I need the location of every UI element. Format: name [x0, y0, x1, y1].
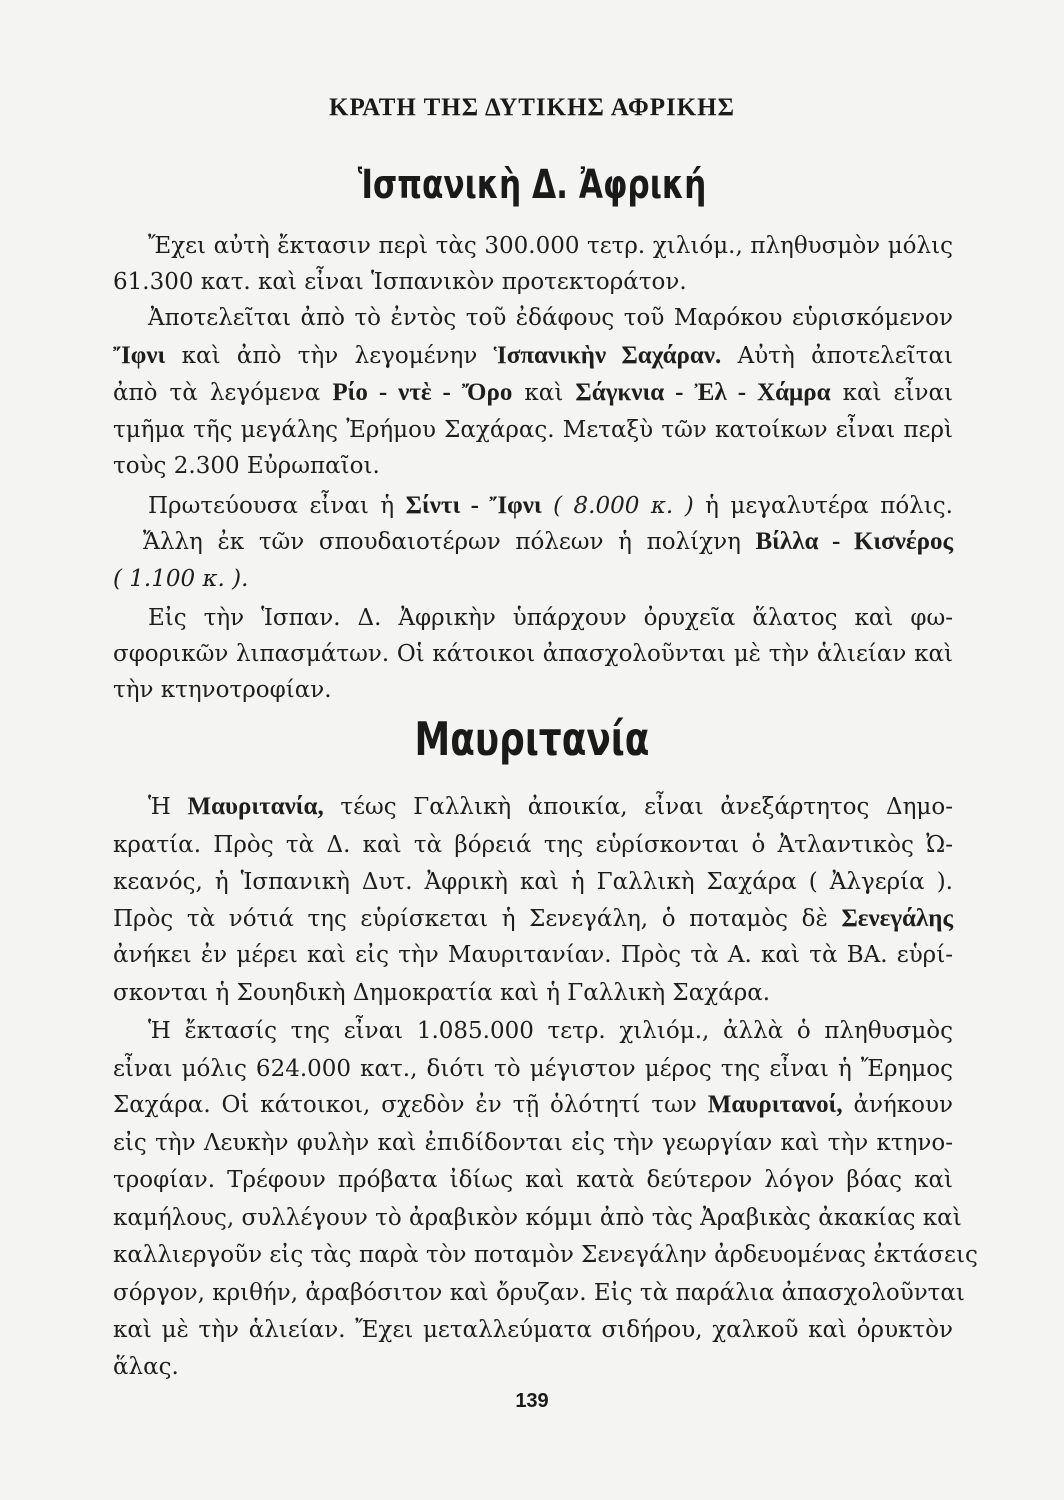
paragraph-line: σόργον, κριθήν, ἀραβόσιτον καὶ ὄρυζαν. Εἰς τὰ παράλια ἀπασχολοῦνται — [113, 1280, 965, 1306]
paragraph-line: Εἰς τὴν Ἱσπαν. Δ. Ἀφρικὴν ὑπάρχουν ὀρυχεῖα ἅλατος καὶ φω- — [148, 605, 953, 631]
paragraph-line: Ἡ Μαυριτανία, τέως Γαλλικὴ ἀποικία, εἶναι ἀνεξάρτητος Δημο- — [148, 793, 953, 820]
paragraph-line: Πρὸς τὰ νότιά της εὑρίσκεται ἡ Σενεγάλη, ὁ ποταμὸς δὲ Σενεγάλης — [113, 905, 953, 932]
paragraph-line: τοὺς 2.300 Εὐρωπαῖοι. — [113, 453, 380, 479]
paragraph-line: Σαχάρα. Οἱ κάτοικοι, σχεδὸν ἐν τῇ ὁλότητί των Μαυριτανοί, ἀνήκουν — [113, 1091, 953, 1118]
paragraph-line: σφορικῶν λιπασμάτων. Οἱ κάτοικοι ἀπασχολοῦνται μὲ τὴν ἁλιείαν καὶ — [113, 641, 953, 667]
paragraph-line: σκονται ἡ Σουηδικὴ Δημοκρατία καὶ ἡ Γαλλικὴ Σαχάρα. — [113, 980, 771, 1006]
paragraph-line: ἀνήκει ἐν μέρει καὶ εἰς τὴν Μαυριτανίαν. Πρὸς τὰ Α. καὶ τὰ ΒΑ. εὑρί- — [113, 942, 953, 968]
paragraph-line: τμῆμα τῆς μεγάλης Ἐρήμου Σαχάρας. Μεταξὺ τῶν κατοίκων εἶναι περὶ — [113, 417, 953, 443]
paragraph-line: καὶ μὲ τὴν ἁλιείαν. Ἔχει μεταλλεύματα σιδήρου, χαλκοῦ καὶ ὀρυκτὸν — [113, 1317, 953, 1343]
paragraph-line: κεανός, ἡ Ἱσπανικὴ Δυτ. Ἀφρικὴ καὶ ἡ Γαλλικὴ Σαχάρα ( Ἀλγερία ). — [113, 869, 953, 895]
paragraph-line: εἰς τὴν Λευκὴν φυλὴν καὶ ἐπιδίδονται εἰς τὴν γεωργίαν καὶ τὴν κτηνο- — [113, 1130, 953, 1156]
paragraph-line: τὴν κτηνοτροφίαν. — [113, 677, 332, 703]
paragraph-line: ( 1.100 κ. ). — [113, 566, 249, 592]
paragraph-line: Ἡ ἔκτασίς της εἶναι 1.085.000 τετρ. χιλιόμ., ἀλλὰ ὁ πληθυσμὸς — [148, 1018, 953, 1044]
paragraph-line: κρατία. Πρὸς τὰ Δ. καὶ τὰ βόρειά της εὑρίσκονται ὁ Ἀτλαντικὸς Ὠ- — [113, 832, 953, 858]
page-number: 139 — [515, 1390, 549, 1412]
paragraph-line: Πρωτεύουσα εἶναι ἡ Σίντι - Ἴφνι ( 8.000 κ. ) ἡ μεγαλυτέρα πόλις. — [148, 492, 953, 519]
paragraph-line: ἀπὸ τὰ λεγόμενα Ρίο - ντὲ - Ὄρο καὶ Σάγκνια - Ἐλ - Χάμρα καὶ εἶναι — [113, 379, 954, 406]
paragraph-line: τροφίαν. Τρέφουν πρόβατα ἰδίως καὶ κατὰ δεύτερον λόγον βόας καὶ — [113, 1167, 953, 1193]
paragraph-line: ἅλας. — [113, 1354, 179, 1380]
paragraph-line: εἶναι μόλις 624.000 κατ., διότι τὸ μέγιστον μέρος της εἶναι ἡ Ἔρημος — [113, 1056, 953, 1082]
paragraph-line: Ἄλλη ἐκ τῶν σπουδαιοτέρων πόλεων ἡ πολίχνη Βίλλα - Κισνέρος — [143, 528, 953, 555]
section-title-spanish-west-africa: Ἱσπανικὴ Δ. Ἀφρική — [357, 162, 707, 208]
paragraph-line: Ἔχει αὐτὴ ἔκτασιν περὶ τὰς 300.000 τετρ. χιλιόμ., πληθυσμὸν μόλις — [148, 233, 953, 259]
section-title-mauritania: Μαυριτανία — [414, 712, 650, 766]
paragraph-line: καλλιεργοῦν εἰς τὰς παρὰ τὸν ποταμὸν Σενεγάλην ἀρδευομένας ἐκτάσεις — [113, 1242, 978, 1268]
paragraph-line: καμήλους, συλλέγουν τὸ ἀραβικὸν κόμμι ἀπὸ τὰς Ἀραβικὰς ἀκακίας καὶ — [113, 1205, 962, 1231]
paragraph-line: Ἴφνι καὶ ἀπὸ τὴν λεγομένην Ἱσπανικὴν Σαχάραν. Αὐτὴ ἀποτελεῖται — [113, 342, 953, 369]
running-head: ΚΡΑΤΗ ΤΗΣ ΔΥΤΙΚΗΣ ΑΦΡΙΚΗΣ — [329, 94, 735, 121]
paragraph-line: Ἀποτελεῖται ἀπὸ τὸ ἐντὸς τοῦ ἐδάφους τοῦ Μαρόκου εὑρισκόμενον — [148, 305, 953, 331]
paragraph-line: 61.300 κατ. καὶ εἶναι Ἱσπανικὸν προτεκτοράτον. — [113, 269, 687, 295]
